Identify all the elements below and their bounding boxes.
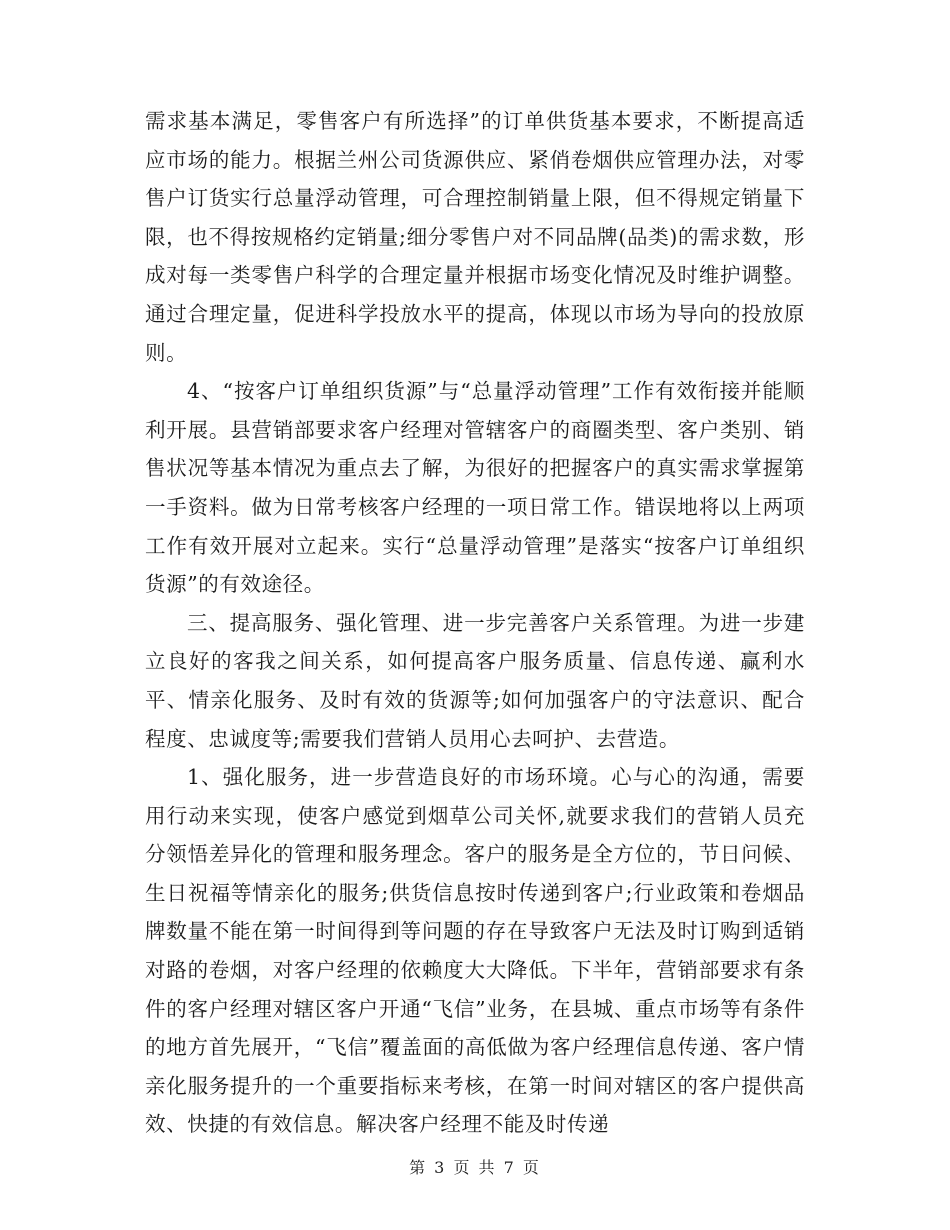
document-body [145, 102, 805, 1144]
paragraph-item-1: 1、强化服务，进一步营造良好的市场环境。心与心的沟通，需要用行动来实现，使客户感觉到烟草公司关怀,就要求我们的营销人员充分领悟差异化的管理和服务理念。客户的服务是全方位的，节日问候、生日祝福等情亲化的服务;供货信息按时传递到客户;行业政策和卷烟品牌数量不能在第一时间得到等问题的存在导致客户无法及时订购到适销对路的卷烟，对客户经理的依赖度大大降低。下半年，营销部要求有条件的客户经理对辖区客户开通“飞信”业务，在县城、重点市场等有条件的地方首先展开，“飞信”覆盖面的高低做为客户经理信息传递、客户情亲化服务提升的一个重要指标来考核，在第一时间对辖区的客户提供高效、快捷的有效信息。解决客户经理不能及时传递 [145, 765, 805, 1137]
page-number-footer: 第 3 页 共 7 页 [409, 1158, 541, 1177]
paragraph-item-4: 4、“按客户订单组织货源”与“总量浮动管理”工作有效衔接并能顺利开展。县营销部要求客户经理对管辖客户的商圈类型、客户类别、销售状况等基本情况为重点去了解，为很好的把握客户的真实需求掌握第一手资料。做为日常考核客户经理的一项日常工作。错误地将以上两项工作有效开展对立起来。实行“总量浮动管理”是落实“按客户订单组织货源”的有效途径。 [145, 379, 805, 597]
paragraph-continuation: 需求基本满足，零售客户有所选择”的订单供货基本要求，不断提高适应市场的能力。根据兰州公司货源供应、紧俏卷烟供应管理办法，对零售户订货实行总量浮动管理，可合理控制销量上限，但不得规定销量下限，也不得按规格约定销量;细分零售户对不同品牌(品类)的需求数，形成对每一类零售户科学的合理定量并根据市场变化情况及时维护调整。通过合理定量，促进科学投放水平的提高，体现以市场为导向的投放原则。 [145, 109, 805, 365]
paragraph-section-3: 三、提高服务、强化管理、进一步完善客户关系管理。为进一步建立良好的客我之间关系，如何提高客户服务质量、信息传递、赢利水平、情亲化服务、及时有效的货源等;如何加强客户的守法意识、配合程度、忠诚度等;需要我们营销人员用心去呵护、去营造。 [145, 610, 805, 751]
